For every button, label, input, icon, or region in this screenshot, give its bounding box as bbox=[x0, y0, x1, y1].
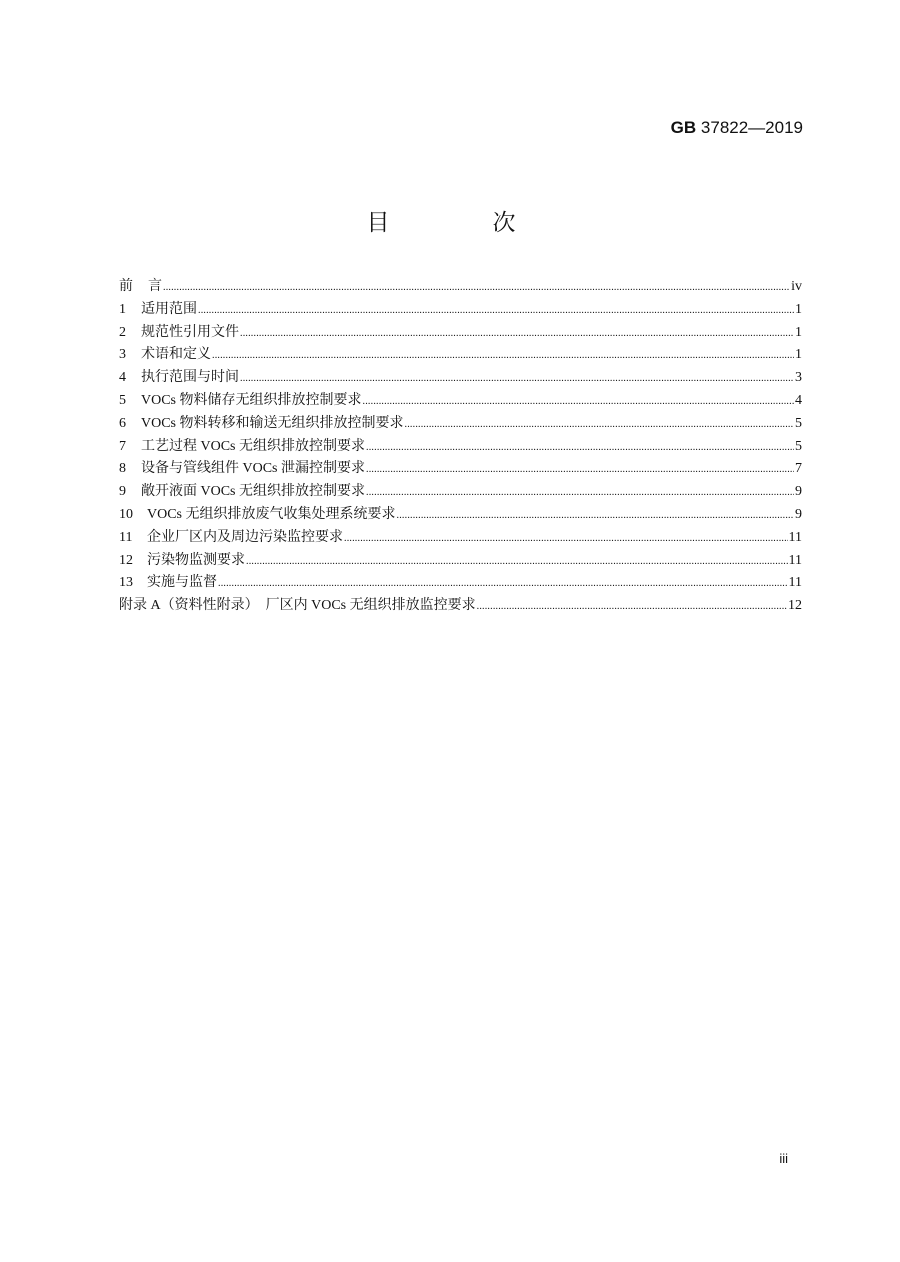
toc-dot-leader bbox=[344, 527, 788, 551]
standard-prefix: GB bbox=[670, 118, 697, 137]
toc-entry-page: 5 bbox=[795, 438, 802, 454]
toc-dot-leader bbox=[366, 458, 794, 482]
toc-entry-appendix-a[interactable] bbox=[119, 595, 802, 618]
toc-dot-leader bbox=[163, 276, 790, 300]
toc-entry-2[interactable] bbox=[119, 322, 802, 345]
toc-dot-leader bbox=[366, 436, 794, 460]
toc-entry-number: 2 bbox=[119, 324, 126, 340]
toc-dot-leader bbox=[240, 367, 794, 391]
toc-dot-leader bbox=[366, 481, 794, 505]
table-of-contents bbox=[119, 276, 802, 618]
toc-entry-label: VOCs 物料储存无组织排放控制要求 bbox=[141, 392, 362, 408]
toc-dot-leader bbox=[363, 390, 794, 414]
toc-entry-label: 企业厂区内及周边污染监控要求 bbox=[147, 529, 343, 545]
page-number: iii bbox=[779, 1151, 788, 1166]
standard-number: 37822—2019 bbox=[700, 118, 803, 137]
toc-entry-label: VOCs 物料转移和输送无组织排放控制要求 bbox=[141, 415, 404, 431]
toc-dot-leader bbox=[405, 413, 794, 437]
toc-entry-page: 9 bbox=[795, 484, 802, 500]
toc-dot-leader bbox=[198, 299, 794, 323]
toc-entry-8[interactable] bbox=[119, 458, 802, 481]
toc-entry-9[interactable] bbox=[119, 481, 802, 504]
toc-entry-7[interactable] bbox=[119, 436, 802, 459]
toc-dot-leader bbox=[240, 322, 794, 346]
toc-entry-label: 适用范围 bbox=[141, 301, 197, 317]
toc-entry-label: 附录 A（资料性附录） 厂区内 VOCs 无组织排放监控要求 bbox=[119, 598, 476, 614]
toc-entry-label: 术语和定义 bbox=[141, 347, 211, 363]
toc-entry-number: 前 bbox=[119, 279, 133, 294]
toc-entry-number: 1 bbox=[119, 301, 126, 317]
toc-entry-label: 实施与监督 bbox=[147, 575, 217, 591]
toc-entry-page: 7 bbox=[795, 461, 802, 477]
toc-entry-page: 4 bbox=[795, 392, 802, 408]
toc-entry-page: 11 bbox=[788, 575, 802, 591]
toc-dot-leader bbox=[397, 504, 794, 528]
toc-entry-page: 5 bbox=[795, 415, 802, 431]
toc-entry-label: 工艺过程 VOCs 无组织排放控制要求 bbox=[141, 438, 366, 454]
toc-entry-11[interactable] bbox=[119, 527, 802, 550]
toc-entry-number: 13 bbox=[119, 575, 133, 591]
toc-entry-number: 8 bbox=[119, 461, 126, 477]
toc-entry-number: 9 bbox=[119, 484, 126, 500]
standard-code bbox=[671, 118, 803, 138]
toc-entry-label: 执行范围与时间 bbox=[141, 370, 239, 386]
toc-entry-number: 6 bbox=[119, 415, 126, 431]
toc-entry-label: 规范性引用文件 bbox=[141, 324, 239, 340]
toc-title: 目 次 bbox=[366, 210, 556, 236]
toc-entry-12[interactable] bbox=[119, 550, 802, 573]
toc-entry-foreword[interactable] bbox=[119, 276, 802, 299]
toc-entry-label: VOCs 无组织排放废气收集处理系统要求 bbox=[147, 506, 396, 522]
toc-dot-leader bbox=[218, 572, 788, 596]
toc-entry-number: 4 bbox=[119, 370, 126, 386]
toc-entry-page: iv bbox=[791, 279, 802, 294]
toc-entry-number: 5 bbox=[119, 392, 126, 408]
toc-entry-10[interactable] bbox=[119, 504, 802, 527]
toc-entry-4[interactable] bbox=[119, 367, 802, 390]
toc-entry-page: 1 bbox=[795, 347, 802, 363]
toc-dot-leader bbox=[477, 595, 787, 619]
toc-entry-label: 污染物监测要求 bbox=[147, 552, 245, 568]
toc-entry-number: 11 bbox=[119, 529, 133, 545]
toc-entry-page: 1 bbox=[795, 301, 802, 317]
toc-entry-page: 11 bbox=[788, 552, 802, 568]
toc-dot-leader bbox=[246, 550, 788, 574]
toc-entry-1[interactable] bbox=[119, 299, 802, 322]
toc-entry-number: 10 bbox=[119, 506, 133, 522]
toc-dot-leader bbox=[212, 344, 794, 368]
toc-entry-number: 12 bbox=[119, 552, 133, 568]
toc-entry-page: 12 bbox=[788, 598, 802, 614]
toc-entry-page: 3 bbox=[795, 370, 802, 386]
toc-entry-label: 敞开液面 VOCs 无组织排放控制要求 bbox=[141, 484, 366, 500]
toc-entry-label: 设备与管线组件 VOCs 泄漏控制要求 bbox=[141, 461, 366, 477]
toc-entry-13[interactable] bbox=[119, 572, 802, 595]
toc-entry-page: 9 bbox=[795, 506, 802, 522]
toc-entry-3[interactable] bbox=[119, 344, 802, 367]
toc-entry-page: 1 bbox=[795, 324, 802, 340]
toc-entry-number: 3 bbox=[119, 347, 126, 363]
toc-entry-5[interactable] bbox=[119, 390, 802, 413]
toc-entry-page: 11 bbox=[788, 529, 802, 545]
toc-entry-6[interactable] bbox=[119, 413, 802, 436]
toc-entry-number: 7 bbox=[119, 438, 126, 454]
toc-entry-label: 言 bbox=[148, 279, 162, 294]
